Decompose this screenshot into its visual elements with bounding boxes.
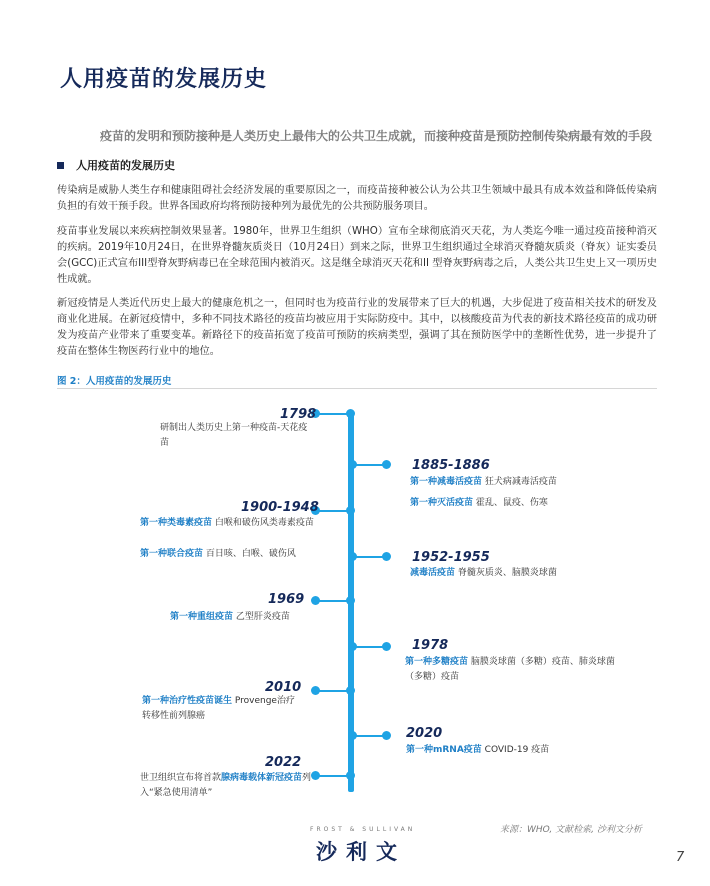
year-1969: 1969	[268, 592, 305, 607]
connector-1952	[352, 556, 386, 558]
timeline-node-1885	[348, 460, 357, 469]
timeline-dot-2022	[311, 771, 320, 780]
year-1798: 1798	[280, 407, 317, 422]
page-number: 7	[676, 850, 685, 865]
timeline-node-2022	[346, 771, 355, 780]
event-1798: 研制出人类历史上第一种疫苗-天花疫苗	[160, 423, 308, 448]
paragraph-1: 传染病是威胁人类生存和健康阻碍社会经济发展的重要原因之一，而疫苗接种被公认为公共卫生领域中最具有成本效益和降低传染病负担的有效干预手段。世界各国政府均将预防接种列为最优先的公共预防服务项目。	[57, 185, 657, 212]
year-1952-1955: 1952-1955	[412, 550, 490, 565]
timeline-node-1900	[346, 506, 355, 515]
timeline-node-1952	[348, 552, 357, 561]
page-subtitle: 疫苗的发明和预防接种是人类历史上最伟大的公共卫生成就，而接种疫苗是预防控制传染病最有效的手段	[99, 129, 652, 143]
event-2022: 世卫组织宣布将首款腺病毒载体新冠疫苗列入“紧急使用清单”	[140, 773, 312, 798]
timeline-dot-2020	[382, 731, 391, 740]
connector-1978	[352, 646, 386, 648]
timeline-dot-1969	[311, 596, 320, 605]
figure-divider	[57, 388, 657, 389]
timeline-node-1798	[346, 409, 355, 418]
timeline-dot-1978	[382, 642, 391, 651]
figure-title: 图 2：人用疫苗的发展历史	[57, 376, 172, 387]
paragraph-2: 疫苗事业发展以来疾病控制效果显著。1980年，世界卫生组织（WHO）宣布全球彻底消灭天花，为人类迄今唯一通过疫苗接种消灭的疾病。2019年10月24日，在世界脊髓灰质炎日（10月24日）到来之际，世界卫生组织通过全球消灭脊髓灰质炎（脊灰）证实委员会(GCC)正式宣布III型脊灰野病毒已在全球范围内被消灭。这是继全球消灭天花和II 型脊灰野病毒之后，人类公共卫生史上又一项历史性成就。	[57, 226, 657, 285]
timeline-node-2010	[346, 686, 355, 695]
year-1978: 1978	[412, 638, 449, 653]
event-1900-b: 第一种联合疫苗 百日咳、白喉、破伤风	[140, 549, 296, 559]
section-heading	[57, 157, 175, 173]
event-1978: 第一种多糖疫苗 脑膜炎球菌（多糖）疫苗、肺炎球菌（多糖）疫苗	[405, 657, 615, 682]
logo-chinese: 沙利文	[316, 839, 406, 864]
year-2020: 2020	[406, 726, 443, 741]
connector-1885	[352, 464, 386, 466]
section-heading-text: 人用疫苗的发展历史	[76, 159, 175, 172]
source-note: 来源：WHO, 文献检索, 沙利文分析	[500, 825, 642, 835]
timeline-dot-2010	[311, 686, 320, 695]
page-title: 人用疫苗的发展历史	[60, 67, 268, 92]
paragraph-3: 新冠疫情是人类近代历史上最大的健康危机之一，但同时也为疫苗行业的发展带来了巨大的机遇，大步促进了疫苗相关技术的研发及商业化进展。在新冠疫情中，多种不同技术路径的疫苗均被应用于实际防疫中。其中，以核酸疫苗为代表的新技术路径疫苗的成功研发为疫苗产业带来了重要变革。新路径下的疫苗拓宽了疫苗可预防的疾病类型，强调了其在预防医学中的垄断性优势，进一步提升了疫苗在整体生物医药行业中的地位。	[57, 298, 657, 357]
event-1969: 第一种重组疫苗 乙型肝炎疫苗	[170, 612, 290, 622]
event-1900-a: 第一种类毒素疫苗 白喉和破伤风类毒素疫苗	[140, 518, 314, 528]
year-2010: 2010	[265, 680, 302, 695]
timeline-node-1969	[346, 596, 355, 605]
year-2022: 2022	[265, 755, 302, 770]
event-1885-b: 第一种灭活疫苗 霍乱、鼠疫、伤寒	[410, 498, 548, 508]
event-1952: 减毒活疫苗 脊髓灰质炎、脑膜炎球菌	[410, 568, 557, 578]
connector-2020	[352, 735, 386, 737]
event-1885-a: 第一种减毒活疫苗 狂犬病减毒活疫苗	[410, 477, 557, 487]
logo-english: FROST & SULLIVAN	[310, 826, 416, 833]
square-bullet-icon	[57, 162, 64, 169]
timeline-node-2020	[348, 731, 357, 740]
year-1900-1948: 1900-1948	[241, 500, 319, 515]
event-2010: 第一种治疗性疫苗诞生 Provenge治疗转移性前列腺癌	[142, 696, 295, 721]
timeline-node-1978	[348, 642, 357, 651]
timeline-dot-1952	[382, 552, 391, 561]
event-2020: 第一种mRNA疫苗 COVID-19 疫苗	[406, 745, 550, 755]
timeline-dot-1885	[382, 460, 391, 469]
year-1885-1886: 1885-1886	[412, 458, 490, 473]
